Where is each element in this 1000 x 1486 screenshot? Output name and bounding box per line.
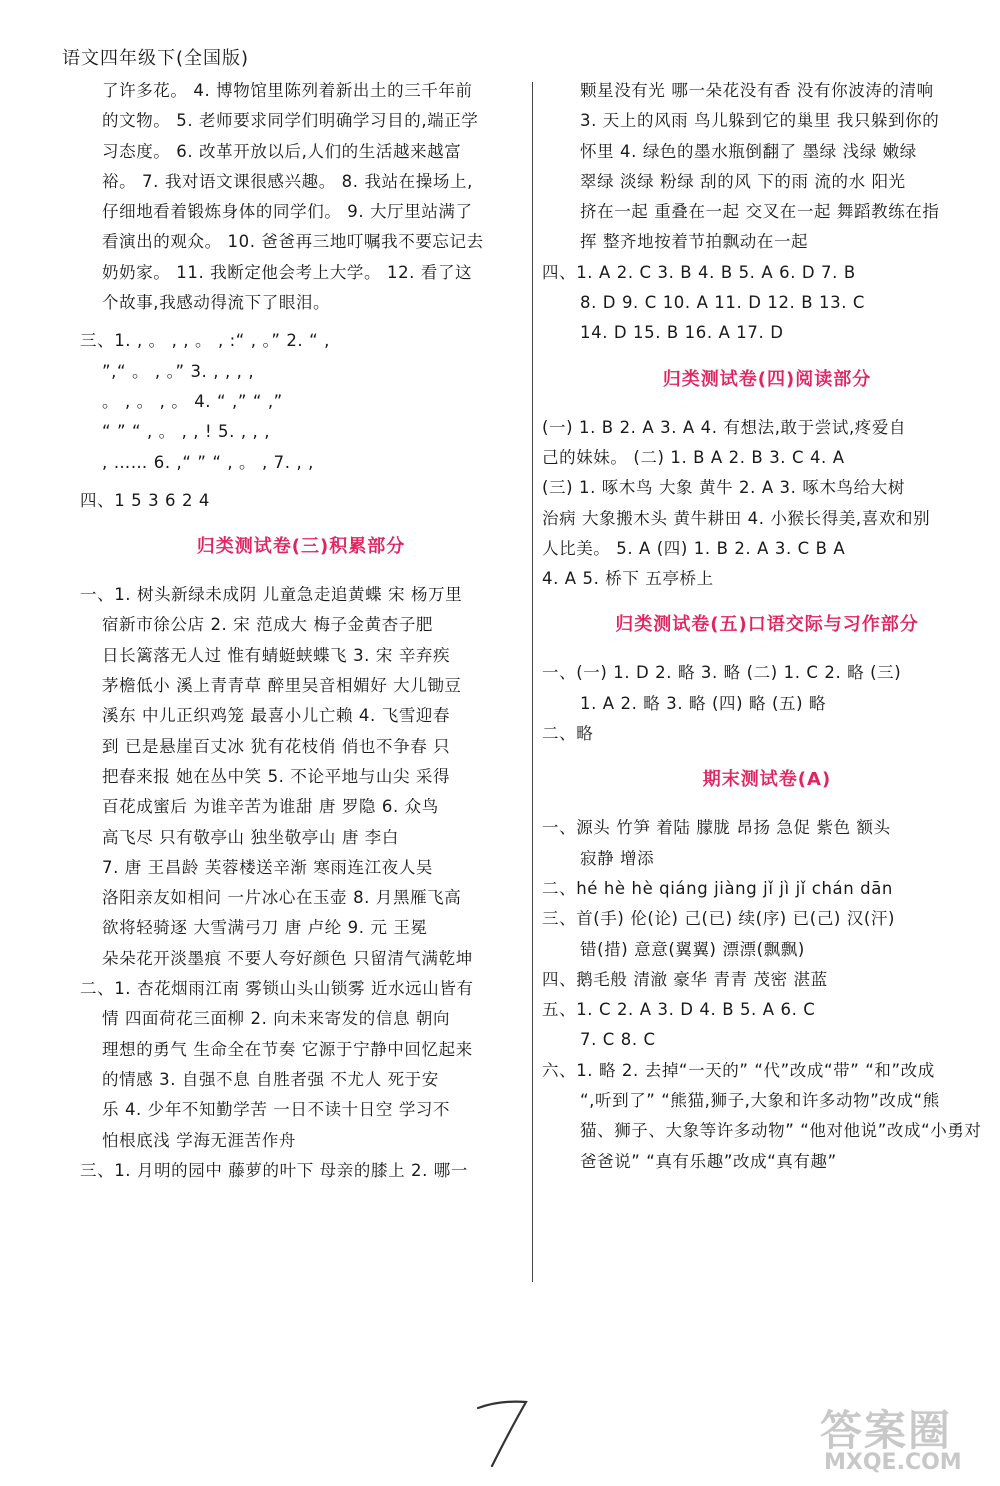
answer-line: 六、1. 略 2. 去掉“一天的” “代”改成“带” “和”改成: [542, 1060, 935, 1080]
answer-line: 。 , 。 , 。 4. “ ,” “ ,”: [102, 391, 283, 411]
section-heading: 期末测试卷(A): [702, 769, 832, 791]
answer-line: 欲将轻骑逐 大雪满弓刀 唐 卢纶 9. 元 王冕: [102, 918, 428, 938]
answer-line: 的情感 3. 自强不息 自胜者强 不尤人 死于安: [102, 1069, 439, 1089]
answer-line: “ ” “ , 。 , , ! 5. , , ,: [102, 422, 271, 442]
answer-line: 日长篱落无人过 惟有蜻蜓蛱蝶飞 3. 宋 辛弃疾: [102, 645, 451, 665]
answer-line: 二、1. 杏花烟雨江南 雾锁山头山锁雾 近水远山皆有: [80, 979, 474, 999]
answer-line: 猫、狮子、大象等许多动物” “他对他说”改成“小勇对: [580, 1121, 982, 1141]
answer-line: 3. 天上的风雨 鸟儿躲到它的巢里 我只躲到你的: [580, 111, 940, 131]
page-header: 语文四年级下(全国版): [62, 48, 250, 69]
watermark-main-text: 答案圈: [820, 1406, 953, 1455]
left-column: [80, 76, 522, 1186]
answer-line: 二、略: [542, 724, 594, 744]
answer-line: 茅檐低小 溪上青青草 醉里吴音相媚好 大儿锄豆: [102, 676, 462, 696]
answer-line: 个故事,我感动得流下了眼泪。: [102, 293, 331, 313]
section-heading: 归类测试卷(三)积累部分: [196, 536, 406, 558]
answer-line: 的文物。 5. 老师要求同学们明确学习目的,端正学: [102, 111, 479, 131]
answer-line: 乐 4. 少年不知勤学苦 一日不读十日空 学习不: [102, 1100, 451, 1120]
watermark-logo: [820, 1360, 995, 1480]
answer-line: 治病 大象搬木头 黄牛耕田 4. 小猴长得美,喜欢和别: [542, 508, 931, 528]
answer-line: 三、1. 月明的园中 藤萝的叶下 母亲的膝上 2. 哪一: [80, 1160, 469, 1180]
answer-line: 高飞尽 只有敬亭山 独坐敬亭山 唐 李白: [102, 827, 399, 847]
answer-line: 宿新市徐公店 2. 宋 范成大 梅子金黄杏子肥: [102, 615, 434, 635]
answer-line: 到 已是悬崖百丈冰 犹有花枝俏 俏也不争春 只: [102, 736, 451, 756]
answer-line: 7. C 8. C: [580, 1030, 656, 1050]
watermark-sub-text: MXQE.COM: [824, 1450, 962, 1475]
answer-line: 三、1. , 。 , , 。 , :“ , 。” 2. “ ,: [80, 331, 330, 351]
answer-line: 三、首(手) 伦(论) 己(已) 续(序) 已(己) 汉(汗): [542, 909, 896, 929]
answer-line: 4. A 5. 桥下 五亭桥上: [542, 569, 714, 589]
answer-line: 习态度。 6. 改革开放以后,人们的生活越来越富: [102, 141, 462, 161]
answer-line: 爸爸说” “真有乐趣”改成“真有趣”: [580, 1151, 837, 1171]
answer-line: 洛阳亲友如相问 一片冰心在玉壶 8. 月黑雁飞高: [102, 888, 462, 908]
column-divider: [532, 82, 533, 1282]
answer-line: “,听到了” “熊猫,狮子,大象和许多动物”改成“熊: [580, 1091, 940, 1111]
answer-line: 挤在一起 重叠在一起 交叉在一起 舞蹈教练在指: [580, 202, 940, 222]
answer-line: 14. D 15. B 16. A 17. D: [580, 323, 784, 343]
answer-line: 己的妹妹。 (二) 1. B A 2. B 3. C 4. A: [542, 447, 845, 467]
answer-line: 看演出的观众。 10. 爸爸再三地叮嘱我不要忘记去: [102, 232, 484, 252]
answer-line: 8. D 9. C 10. A 11. D 12. B 13. C: [580, 293, 866, 313]
answer-line: 四、1 5 3 6 2 4: [80, 490, 211, 510]
answer-line: 寂静 增添: [580, 848, 655, 868]
answer-line: 溪东 中儿正织鸡笼 最喜小儿亡赖 4. 飞雪迎春: [102, 706, 451, 726]
answer-line: 错(措) 意意(翼翼) 漂漂(飘飘): [580, 939, 805, 959]
answer-line: 四、1. A 2. C 3. B 4. B 5. A 6. D 7. B: [542, 262, 856, 282]
answer-line: 7. 唐 王昌龄 芙蓉楼送辛渐 寒雨连江夜人吴: [102, 857, 434, 877]
answer-line: 奶奶家。 11. 我断定他会考上大学。 12. 看了这: [102, 262, 473, 282]
answer-line: 挥 整齐地按着节拍飘动在一起: [580, 232, 809, 252]
answer-line: 二、hé hè hè qiáng jiàng jǐ jì jǐ chán dān: [542, 878, 893, 898]
answer-line: 理想的勇气 生命全在节奏 它源于宁静中回忆起来: [102, 1039, 473, 1059]
answer-line: 一、1. 树头新绿未成阴 儿童急走追黄蝶 宋 杨万里: [80, 585, 463, 605]
answer-line: 一、(一) 1. D 2. 略 3. 略 (二) 1. C 2. 略 (三): [542, 663, 902, 683]
answer-line: 颗星没有光 哪一朵花没有香 没有你波涛的清响: [580, 81, 934, 100]
answer-line: (三) 1. 啄木鸟 大象 黄牛 2. A 3. 啄木鸟给大树: [542, 478, 905, 498]
answer-line: , …… 6. ,“ ” “ , 。 , 7. , ,: [102, 452, 314, 472]
handwritten-page-number: [470, 1390, 540, 1470]
answer-line: 五、1. C 2. A 3. D 4. B 5. A 6. C: [542, 1000, 816, 1020]
answer-line: ”,“ 。 , 。” 3. , , , ,: [102, 361, 255, 381]
answer-line: 情 四面荷花三面柳 2. 向未来寄发的信息 朝向: [102, 1009, 451, 1029]
answer-line: 朵朵花开淡墨痕 不要人夸好颜色 只留清气满乾坤: [102, 948, 473, 968]
answer-line: 了许多花。 4. 博物馆里陈列着新出土的三千年前: [102, 81, 473, 100]
answer-line: (一) 1. B 2. A 3. A 4. 有想法,敢于尝试,疼爱自: [542, 417, 907, 437]
answer-line: 把春来报 她在丛中笑 5. 不论平地与山尖 采得: [102, 766, 451, 786]
answer-line: 裕。 7. 我对语文课很感兴趣。 8. 我站在操场上,: [102, 171, 473, 191]
answer-line: 人比美。 5. A (四) 1. B 2. A 3. C B A: [542, 538, 846, 558]
answer-line: 1. A 2. 略 3. 略 (四) 略 (五) 略: [580, 693, 827, 713]
answer-line: 翠绿 淡绿 粉绿 刮的风 下的雨 流的水 阳光: [580, 171, 906, 191]
answer-line: 一、源头 竹笋 着陆 朦胧 昂扬 急促 紫色 额头: [542, 818, 891, 838]
answer-line: 仔细地看着锻炼身体的同学们。 9. 大厅里站满了: [102, 202, 473, 222]
right-column: [542, 76, 992, 1177]
section-heading: 归类测试卷(四)阅读部分: [662, 368, 872, 390]
answer-line: 百花成蜜后 为谁辛苦为谁甜 唐 罗隐 6. 众鸟: [102, 797, 439, 817]
answer-line: 怕根底浅 学海无涯苦作舟: [102, 1130, 296, 1150]
answer-line: 四、鹅毛般 清澈 豪华 青青 茂密 湛蓝: [542, 969, 828, 989]
section-heading: 归类测试卷(五)口语交际与习作部分: [615, 614, 919, 636]
answer-line: 怀里 4. 绿色的墨水瓶倒翻了 墨绿 浅绿 嫩绿: [580, 141, 917, 161]
